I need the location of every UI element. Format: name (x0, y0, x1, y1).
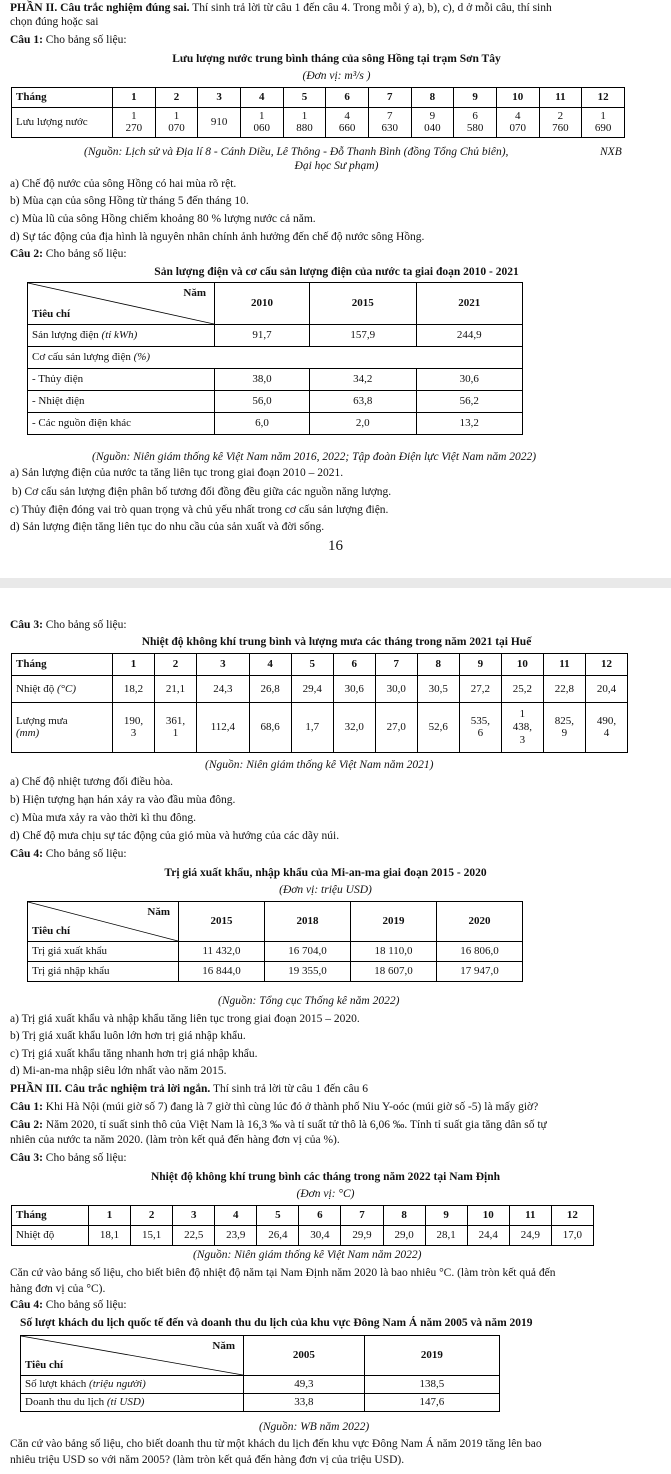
q2-other-2010: 6,0 (215, 413, 310, 435)
part3-q3-label: Câu 3: (10, 1152, 43, 1164)
q4-year-2020: 2020 (437, 902, 523, 942)
part3-q3-data-row (12, 1226, 594, 1246)
part3-q3-header-month-12: 12 (551, 1206, 593, 1226)
q2-section-row (28, 347, 523, 369)
q3-temp-unit: (°C) (56, 682, 77, 695)
q3-statement-c: c) Mùa mưa xảy ra vào thời kì thu đông. (10, 812, 197, 824)
q3-header-month-7: 7 (375, 654, 417, 676)
q4-table-title: Trị giá xuất khẩu, nhập khẩu của Mi-an-ma giai đoạn 2015 - 2020 (164, 867, 487, 879)
part3-q4-question-line2: nhiêu triệu USD so với năm 2005? (làm tròn kết quả đến hàng đơn vị của triệu USD). (10, 1454, 405, 1466)
q4-corner-criteria: Tiêu chí (32, 924, 71, 937)
q3-temp-month-8: 30,5 (417, 676, 459, 703)
part3-q3-header-month-9: 9 (425, 1206, 467, 1226)
part3-q3-header-month-7: 7 (341, 1206, 383, 1226)
part3-header (10, 1082, 663, 1097)
q1-header-month-12: 12 (582, 88, 625, 108)
q3-header-row (12, 654, 628, 676)
part3-q3-header-month-8: 8 (383, 1206, 425, 1226)
q2-label: Câu 2: (10, 248, 43, 260)
q4-intro: Cho bảng số liệu: (42, 848, 127, 860)
part3-q3-table-unit: (Đơn vị: °C) (296, 1188, 355, 1200)
q1-header-month-10: 10 (496, 88, 539, 108)
q2-hydro-2010: 38,0 (215, 369, 310, 391)
q1-source-line1: (Nguồn: Lịch sử và Địa lí 8 - Cánh Diều, Lê Thông - Đỗ Thanh Bình (đồng Tổng Chủ biên), (84, 146, 509, 158)
q3-temp-month-3: 24,3 (197, 676, 250, 703)
q2-section-unit: (%) (133, 351, 151, 364)
part2-header (10, 1, 663, 16)
q4-corner-cell (28, 902, 179, 942)
q3-table (11, 653, 628, 753)
part3-q4-corner-year: Năm (212, 1340, 235, 1352)
q2-statement-b: b) Cơ cấu sản lượng điện phân bố tương đối đồng đều giữa các nguồn năng lượng. (12, 486, 392, 498)
q2-intro: Cho bảng số liệu: (42, 248, 127, 260)
q2-thermal-2015: 63,8 (310, 391, 416, 413)
q3-statement-b: b) Hiện tượng hạn hán xảy ra vào đầu mùa đông. (10, 794, 236, 806)
q3-header-label: Tháng (12, 654, 113, 676)
part3-q4-heading (10, 1298, 663, 1313)
part3-q3-temp-month-8: 29,0 (383, 1226, 425, 1246)
part3-q3-header-month-11: 11 (509, 1206, 551, 1226)
q1-source-line2: Đại học Sư phạm) (294, 160, 379, 172)
q3-rain-label-text: Lượng mưa (16, 714, 68, 727)
part3-q4-corner-cell (21, 1336, 244, 1376)
q3-statement-a: a) Chế độ nhiệt tương đối điều hòa. (10, 776, 174, 788)
part3-q3-question: Căn cứ vào bảng số liệu, cho biết biên độ nhiệt độ năm tại Nam Định năm 2020 là bao nhiêu °C. (làm tròn kết quả đến (10, 1267, 556, 1279)
q1-value-month-6: 4 660 (326, 108, 369, 138)
q1-header-month-11: 11 (539, 88, 582, 108)
part3-q3-header-month-3: 3 (173, 1206, 215, 1226)
q4-statement-b: b) Trị giá xuất khẩu luôn lớn hơn trị giá nhập khẩu. (10, 1030, 246, 1042)
part3-q3-temp-month-7: 29,9 (341, 1226, 383, 1246)
part3-q2 (10, 1118, 663, 1133)
q3-rain-month-10: 1 438, 3 (501, 703, 543, 753)
q2-statement-c: c) Thủy điện đóng vai trò quan trọng và chủ yếu nhất trong cơ cấu sản lượng điện. (10, 504, 389, 516)
q3-table-title: Nhiệt độ không khí trung bình và lượng mưa các tháng trong năm 2021 tại Huế (141, 636, 532, 648)
q1-header-month-8: 8 (411, 88, 454, 108)
q2-section-label (28, 347, 523, 369)
q2-thermal-row (28, 391, 523, 413)
q3-header-month-10: 10 (501, 654, 543, 676)
part3-q3-header-label: Tháng (12, 1206, 89, 1226)
q2-output-2015: 157,9 (310, 325, 416, 347)
part3-q4-table-title: Số lượt khách du lịch quốc tế đến và doanh thu du lịch của khu vực Đông Nam Á năm 2005 và năm 2019 (20, 1317, 533, 1329)
q1-value-month-11: 2 760 (539, 108, 582, 138)
part2-header-line2: chọn đúng hoặc sai (10, 16, 99, 28)
part3-q2-label: Câu 2: (10, 1119, 43, 1131)
q3-rain-month-6: 32,0 (333, 703, 375, 753)
part3-q4-revenue-row (21, 1394, 500, 1412)
q2-output-unit: (tỉ kWh) (101, 329, 138, 342)
q2-thermal-label: - Nhiệt điện (28, 391, 215, 413)
part3-q3-table (11, 1205, 594, 1246)
q1-value-month-8: 9 040 (411, 108, 454, 138)
part3-q4-revenue-2019: 147,6 (364, 1394, 499, 1412)
q2-hydro-2021: 30,6 (416, 369, 522, 391)
part3-header-text: Thí sinh trả lời từ câu 1 đến câu 6 (210, 1083, 369, 1095)
q3-temp-month-9: 27,2 (459, 676, 501, 703)
part3-header-title: PHẦN III. Câu trắc nghiệm trả lời ngắn. (10, 1083, 211, 1095)
q3-temp-month-7: 30,0 (375, 676, 417, 703)
part3-q4-visitors-2005: 49,3 (244, 1376, 365, 1394)
q3-rain-month-4: 68,6 (249, 703, 291, 753)
q1-header-month-1: 1 (113, 88, 156, 108)
q2-year-2021: 2021 (416, 283, 522, 325)
part3-q3-question-line2: hàng đơn vị của °C). (10, 1283, 106, 1295)
part3-q3-temp-month-9: 28,1 (425, 1226, 467, 1246)
q1-value-month-7: 7 630 (368, 108, 411, 138)
part3-q3-temp-month-10: 24,4 (467, 1226, 509, 1246)
q3-temp-row (12, 676, 628, 703)
part3-q4-revenue-label-text: Doanh thu du lịch (25, 1396, 107, 1409)
part2-header-text: Thí sinh trả lời từ câu 1 đến câu 4. Trong mỗi ý a), b), c), d ở mỗi câu, thí sinh (189, 2, 552, 14)
q2-thermal-2010: 56,0 (215, 391, 310, 413)
part3-q4-source: (Nguồn: WB năm 2022) (259, 1421, 370, 1433)
q1-header-label: Tháng (12, 88, 113, 108)
q2-thermal-2021: 56,2 (416, 391, 522, 413)
q3-header-month-9: 9 (459, 654, 501, 676)
q3-intro: Cho bảng số liệu: (42, 619, 127, 631)
q3-rain-month-11: 825, 9 (543, 703, 585, 753)
q3-rain-month-12: 490, 4 (585, 703, 627, 753)
part3-q4-visitors-label (21, 1376, 244, 1394)
q4-import-2018: 19 355,0 (265, 962, 351, 982)
q1-value-month-2: 1 070 (155, 108, 198, 138)
q2-statement-d: d) Sản lượng điện tăng liên tục do nhu cầu của sản xuất và đời sống. (10, 521, 325, 533)
q2-corner-cell (28, 283, 215, 325)
q1-value-month-1: 1 270 (113, 108, 156, 138)
q2-hydro-row (28, 369, 523, 391)
q1-value-month-10: 4 070 (496, 108, 539, 138)
q1-header-month-9: 9 (454, 88, 497, 108)
q1-row-label: Lưu lượng nước (12, 108, 113, 138)
q1-value-month-3: 910 (198, 108, 241, 138)
q1-value-month-9: 6 580 (454, 108, 497, 138)
q3-rain-month-5: 1,7 (291, 703, 333, 753)
q4-export-row (28, 942, 523, 962)
q4-import-label: Trị giá nhập khẩu (28, 962, 179, 982)
part3-q3-temp-month-12: 17,0 (551, 1226, 593, 1246)
q3-rain-month-9: 535, 6 (459, 703, 501, 753)
q4-label: Câu 4: (10, 848, 43, 860)
q4-header-row (28, 902, 523, 942)
part3-q4-revenue-2005: 33,8 (244, 1394, 365, 1412)
q2-header-row (28, 283, 523, 325)
q3-heading (10, 618, 663, 633)
q2-hydro-label: - Thủy điện (28, 369, 215, 391)
q3-header-month-4: 4 (249, 654, 291, 676)
part3-q4-revenue-unit: (tỉ USD) (106, 1396, 145, 1409)
q1-header-month-5: 5 (283, 88, 326, 108)
part3-q3-header-month-2: 2 (131, 1206, 173, 1226)
q4-import-2019: 18 607,0 (351, 962, 437, 982)
q2-table (27, 282, 523, 435)
part3-q1 (10, 1100, 663, 1115)
q4-statement-a: a) Trị giá xuất khẩu và nhập khẩu tăng liên tục trong giai đoạn 2015 – 2020. (10, 1013, 360, 1025)
part3-q4-header-row (21, 1336, 500, 1376)
q3-header-month-3: 3 (197, 654, 250, 676)
q1-table-unit: (Đơn vị: m³/s ) (302, 70, 371, 82)
q2-output-label-text: Sản lượng điện (32, 329, 102, 342)
q3-rain-month-7: 27,0 (375, 703, 417, 753)
part3-q3-header-month-1: 1 (89, 1206, 131, 1226)
q2-heading (10, 247, 663, 262)
q2-other-label: - Các nguồn điện khác (28, 413, 215, 435)
part3-q4-intro: Cho bảng số liệu: (42, 1299, 127, 1311)
q2-source: (Nguồn: Niên giám thống kê Việt Nam năm 2016, 2022; Tập đoàn Điện lực Việt Nam năm 2022) (92, 451, 537, 463)
q1-table-title: Lưu lượng nước trung bình tháng của sông Hồng tại trạm Sơn Tây (172, 53, 501, 65)
page-number: 16 (328, 538, 343, 554)
part3-q3-row-label: Nhiệt độ (12, 1226, 89, 1246)
q2-other-2021: 13,2 (416, 413, 522, 435)
q1-table (11, 87, 625, 138)
part3-q2-line2: nhiên của nước ta năm 2020. (làm tròn kết quả đến hàng đơn vị của %). (10, 1134, 340, 1146)
part3-q3-table-title: Nhiệt độ không khí trung bình các tháng trong năm 2022 tại Nam Định (150, 1171, 500, 1183)
part3-q3-temp-month-2: 15,1 (131, 1226, 173, 1246)
q3-header-month-8: 8 (417, 654, 459, 676)
q4-corner-year: Năm (147, 906, 170, 918)
q3-temp-month-11: 22,8 (543, 676, 585, 703)
q4-import-2015: 16 844,0 (179, 962, 265, 982)
page-separator (0, 578, 671, 588)
part3-q3-intro: Cho bảng số liệu: (42, 1152, 127, 1164)
q3-temp-month-6: 30,6 (333, 676, 375, 703)
q2-year-2010: 2010 (215, 283, 310, 325)
part3-q4-visitors-2019: 138,5 (364, 1376, 499, 1394)
q3-temp-month-1: 18,2 (113, 676, 155, 703)
q4-year-2019: 2019 (351, 902, 437, 942)
q4-export-2020: 16 806,0 (437, 942, 523, 962)
q3-rain-month-3: 112,4 (197, 703, 250, 753)
q1-value-month-4: 1 060 (240, 108, 283, 138)
q3-temp-month-4: 26,8 (249, 676, 291, 703)
q1-statement-c: c) Mùa lũ của sông Hồng chiếm khoảng 80 % lượng nước cả năm. (10, 213, 316, 225)
q4-source: (Nguồn: Tổng cục Thống kê năm 2022) (218, 995, 400, 1007)
q3-temp-label-text: Nhiệt độ (16, 682, 57, 695)
q2-output-row (28, 325, 523, 347)
q1-header-month-6: 6 (326, 88, 369, 108)
q3-header-month-1: 1 (113, 654, 155, 676)
part3-q3-temp-month-1: 18,1 (89, 1226, 131, 1246)
q4-table (27, 901, 523, 982)
q2-table-title: Sản lượng điện và cơ cấu sản lượng điện của nước ta giai đoạn 2010 - 2021 (154, 266, 519, 278)
q1-header-month-3: 3 (198, 88, 241, 108)
q3-header-month-11: 11 (543, 654, 585, 676)
q3-temp-label (12, 676, 113, 703)
part3-q3-temp-month-3: 22,5 (173, 1226, 215, 1246)
q1-header-month-2: 2 (155, 88, 198, 108)
part3-q4-table (20, 1335, 500, 1412)
q3-header-month-12: 12 (585, 654, 627, 676)
part3-q3-heading (10, 1151, 663, 1166)
q2-corner-criteria: Tiêu chí (32, 307, 71, 320)
part3-q3-header-month-5: 5 (257, 1206, 299, 1226)
q3-rain-month-8: 52,6 (417, 703, 459, 753)
part3-q4-visitors-unit: (triệu người) (89, 1378, 146, 1391)
q2-other-row (28, 413, 523, 435)
part3-q1-label: Câu 1: (10, 1101, 43, 1113)
q1-heading (10, 33, 663, 48)
part3-q3-temp-month-11: 24,9 (509, 1226, 551, 1246)
q1-label: Câu 1: (10, 34, 43, 46)
q1-intro: Cho bảng số liệu: (42, 34, 127, 46)
q3-temp-month-2: 21,1 (155, 676, 197, 703)
page-16 (0, 0, 671, 578)
q2-other-2015: 2,0 (310, 413, 416, 435)
part3-q3-header-row (12, 1206, 594, 1226)
q4-statement-c: c) Trị giá xuất khẩu tăng nhanh hơn trị giá nhập khẩu. (10, 1048, 258, 1060)
q2-output-label (28, 325, 215, 347)
q4-export-2015: 11 432,0 (179, 942, 265, 962)
part3-q3-temp-month-6: 30,4 (299, 1226, 341, 1246)
q3-source: (Nguồn: Niên giám thống kê Việt Nam năm 2021) (205, 759, 434, 771)
q3-label: Câu 3: (10, 619, 43, 631)
q3-rain-month-2: 361, 1 (155, 703, 197, 753)
q4-export-2018: 16 704,0 (265, 942, 351, 962)
part3-q4-question: Căn cứ vào bảng số liệu, cho biết doanh thu từ một khách du lịch đến khu vực Đông Nam Á năm 2019 tăng lên bao (10, 1438, 542, 1450)
q1-statement-d: d) Sự tác động của địa hình là nguyên nhân chính ảnh hưởng đến chế độ nước sông Hồng. (10, 231, 425, 243)
q1-table-header-row (12, 88, 625, 108)
q4-import-row (28, 962, 523, 982)
q2-output-2021: 244,9 (416, 325, 522, 347)
q2-statement-a: a) Sản lượng điện của nước ta tăng liên tục trong giai đoạn 2010 – 2021. (10, 467, 344, 479)
q1-statement-a: a) Chế độ nước của sông Hồng có hai mùa rõ rệt. (10, 178, 237, 190)
q1-statement-b: b) Mùa cạn của sông Hồng từ tháng 5 đến tháng 10. (10, 195, 249, 207)
q1-value-month-5: 1 880 (283, 108, 326, 138)
part3-q3-source: (Nguồn: Niên giám thống kê Việt Nam năm 2022) (193, 1249, 422, 1261)
part3-q3-header-month-4: 4 (215, 1206, 257, 1226)
part3-q4-year-2019: 2019 (364, 1336, 499, 1376)
page-17 (0, 588, 671, 1474)
q2-hydro-2015: 34,2 (310, 369, 416, 391)
part3-q4-corner-criteria: Tiêu chí (25, 1358, 64, 1371)
q1-value-month-12: 1 690 (582, 108, 625, 138)
q3-statement-d: d) Chế độ mưa chịu sự tác động của gió mùa và hướng của các dãy núi. (10, 830, 340, 842)
q1-table-data-row (12, 108, 625, 138)
q1-header-month-7: 7 (368, 88, 411, 108)
q4-export-label: Trị giá xuất khẩu (28, 942, 179, 962)
q4-statement-d: d) Mi-an-ma nhập siêu lớn nhất vào năm 2015. (10, 1065, 227, 1077)
part3-q4-revenue-label (21, 1394, 244, 1412)
q3-rain-unit: (mm) (16, 727, 40, 740)
q4-heading (10, 847, 663, 862)
part3-q4-visitors-label-text: Số lượt khách (25, 1378, 90, 1391)
q2-year-2015: 2015 (310, 283, 416, 325)
q2-output-2010: 91,7 (215, 325, 310, 347)
q3-temp-month-12: 20,4 (585, 676, 627, 703)
q3-header-month-5: 5 (291, 654, 333, 676)
q3-temp-month-10: 25,2 (501, 676, 543, 703)
part3-q3-header-month-6: 6 (299, 1206, 341, 1226)
q3-header-month-6: 6 (333, 654, 375, 676)
q3-rain-label (12, 703, 113, 753)
part3-q4-year-2005: 2005 (244, 1336, 365, 1376)
q4-year-2015: 2015 (179, 902, 265, 942)
part3-q3-temp-month-4: 23,9 (215, 1226, 257, 1246)
q4-year-2018: 2018 (265, 902, 351, 942)
q4-table-unit: (Đơn vị: triệu USD) (279, 884, 372, 896)
part3-q1-text: Khi Hà Nội (múi giờ số 7) đang là 7 giờ thì cùng lúc đó ở thành phố Niu Y-oóc (múi giờ số -5) là mấy giờ? (42, 1101, 539, 1113)
q4-import-2020: 17 947,0 (437, 962, 523, 982)
part3-q4-visitors-row (21, 1376, 500, 1394)
part2-header-title: PHẦN II. Câu trắc nghiệm đúng sai. (10, 2, 190, 14)
q2-section-label-text: Cơ cấu sản lượng điện (32, 351, 134, 364)
q1-header-month-4: 4 (240, 88, 283, 108)
part3-q3-temp-month-5: 26,4 (257, 1226, 299, 1246)
q3-header-month-2: 2 (155, 654, 197, 676)
q3-rain-month-1: 190, 3 (113, 703, 155, 753)
part3-q2-text: Năm 2020, tỉ suất sinh thô của Việt Nam là 16,3 ‰ và tỉ suất tử thô là 6,06 ‰. Tính tỉ suất gia tăng dân số tự (42, 1119, 547, 1131)
q2-corner-year: Năm (183, 287, 206, 299)
q1-source-nxb: NXB (600, 146, 622, 158)
q3-temp-month-5: 29,4 (291, 676, 333, 703)
part3-q4-label: Câu 4: (10, 1299, 43, 1311)
q4-export-2019: 18 110,0 (351, 942, 437, 962)
part3-q3-header-month-10: 10 (467, 1206, 509, 1226)
q3-rain-row (12, 703, 628, 753)
